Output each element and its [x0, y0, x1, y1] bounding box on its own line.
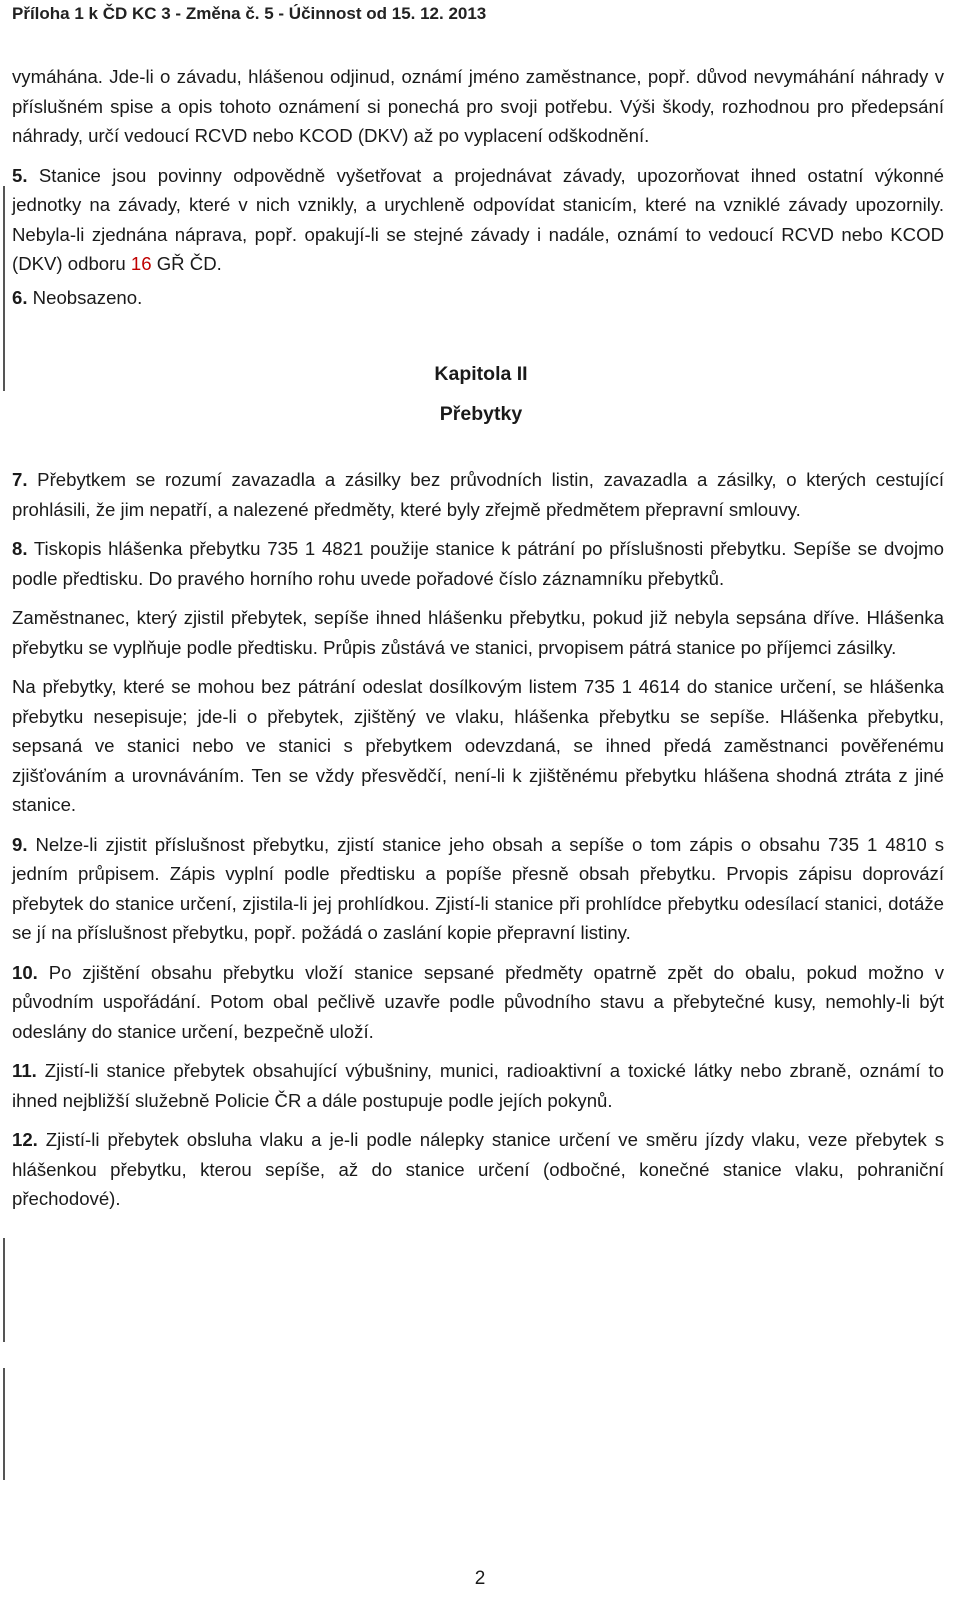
paragraph-6: [12, 283, 944, 313]
paragraph-8b: Zaměstnanec, který zjistil přebytek, sepíše ihned hlášenku přebytku, pokud již nebyla sepsána dříve. Hlášenka přebytku se vyplňuje podle předtisku. Průpis zůstává ve stanici, prvopisem pátrá stanice po příjemci zásilky.: [12, 607, 944, 658]
change-bar: [3, 1238, 5, 1342]
paragraph-number: 12.: [12, 1129, 38, 1150]
paragraph-text: Přebytkem se rozumí zavazadla a zásilky bez průvodních listin, zavazadla a zásilky, o kterých cestující prohlásili, že jim nepatří, a nalezené předměty, které byly zřejmě předmětem přepravní smlouvy.: [12, 469, 944, 520]
chapter-title: Kapitola II: [434, 363, 528, 385]
change-bar: [3, 1368, 5, 1480]
paragraph-text: Po zjištění obsahu přebytku vloží stanice sepsané předměty opatrně zpět do obalu, pokud možno v původním uspořádání. Potom obal pečlivě uzavře podle původního stavu a přebytečné kusy, nemohly-li být odeslány do stanice určení, bezpečně uloží.: [12, 961, 944, 1042]
paragraph-7: [12, 465, 944, 524]
paragraph-text: Neobsazeno.: [27, 286, 143, 308]
paragraph-8: [12, 534, 944, 593]
paragraph-number: 10.: [12, 961, 38, 983]
paragraph-intro: vymáhána. Jde-li o závadu, hlášenou odjinud, oznámí jméno zaměstnance, popř. důvod nevymáhání náhrady v příslušném spise a opis tohoto oznámení si ponechá pro svoji potřebu. Výši škody, rozhodnou pro předepsání náhrady, určí vedoucí RCVD nebo KCOD (DKV) až po vyplacení odškodnění.: [12, 66, 944, 146]
paragraph-8c: Na přebytky, které se mohou bez pátrání odeslat dosílkovým listem 735 1 4614 do stanice určení, se hlášenka přebytku nesepisuje; jde-li o přebytek, zjištěný ve vlaku, hlášenka přebytku se sepíše. Hlášenka přebytku, sepsaná ve stanici nebo ve stanici s přebytkem odevzdaná, se ihned předá zaměstnanci pověřenému zjišťováním a urovnáváním. Ten se vždy přesvědčí, není-li k zjištěnému přebytku hlášena shodná ztráta z jiné stanice.: [12, 676, 944, 815]
chapter-subtitle: Přebytky: [439, 402, 523, 425]
paragraph-text: Stanice jsou povinny odpovědně vyšetřovat a projednávat závady, upozorňovat ihned ostatní výkonné jednotky na závady, které v nich vznikly, a urychleně odpovídat stanicím, které na vzniklé závady upozornily. Nebyla-li zjednána náprava, popř. opakují-li se stejné závady i nadále, oznámí to vedoucí RCVD nebo KCOD (DKV) odboru: [12, 164, 944, 274]
paragraph-text: Tiskopis hlášenka přebytku 735 1 4821 použije stanice k pátrání po příslušnosti přebytku. Sepíše se dvojmo podle předtisku. Do pravého horního rohu uvede pořadové číslo záznamníku přebytků.: [12, 538, 944, 589]
paragraph-12: [12, 1125, 944, 1214]
paragraph-number: 5.: [12, 164, 28, 186]
paragraph-text: Zjistí-li stanice přebytek obsahující výbušniny, munici, radioaktivní a toxické látky nebo zbraně, oznámí to ihned nejbližší služebně Policie ČR a dále postupuje podle jejích pokynů.: [12, 1060, 944, 1111]
paragraph-number: 7.: [12, 469, 28, 490]
change-bar: [3, 186, 5, 391]
paragraph-text: Nelze-li zjistit příslušnost přebytku, zjistí stanice jeho obsah a sepíše o tom zápis o obsahu 735 1 4810 s jedním průpisem. Zápis vyplní podle předtisku a popíše přesně obsah přebytku. Prvopis zápisu doprovází přebytek do stanice určení, zjistila-li jej prohlídkou. Zjistí-li stanice při prohlídce přebytku odesílací stanici, dotáže se jí na příslušnost přebytku, popř. požádá o zaslání kopie přepravní listiny.: [12, 833, 944, 943]
paragraph-10: [12, 958, 944, 1047]
paragraph-number: 6.: [12, 286, 28, 308]
document-header: Příloha 1 k ČD KC 3 - Změna č. 5 - Účinnost od 15. 12. 2013: [12, 4, 487, 23]
paragraph-number: 8.: [12, 538, 28, 559]
paragraph-9: [12, 830, 944, 948]
page-number: 2: [474, 1568, 486, 1589]
paragraph-11: [12, 1056, 944, 1115]
changed-text: 16: [130, 253, 152, 274]
paragraph-text: GŘ ČD.: [151, 253, 222, 274]
paragraph-text: Zjistí-li přebytek obsluha vlaku a je-li podle nálepky stanice určení ve směru jízdy vlaku, veze přebytek s hlášenkou přebytku, kterou sepíše, až do stanice určení (odbočné, konečné stanice vlaku, pohraniční přechodové).: [12, 1129, 944, 1209]
paragraph-5: [12, 161, 944, 279]
document-body: [12, 62, 944, 1224]
paragraph-number: 11.: [12, 1060, 37, 1081]
paragraph-number: 9.: [12, 833, 28, 855]
